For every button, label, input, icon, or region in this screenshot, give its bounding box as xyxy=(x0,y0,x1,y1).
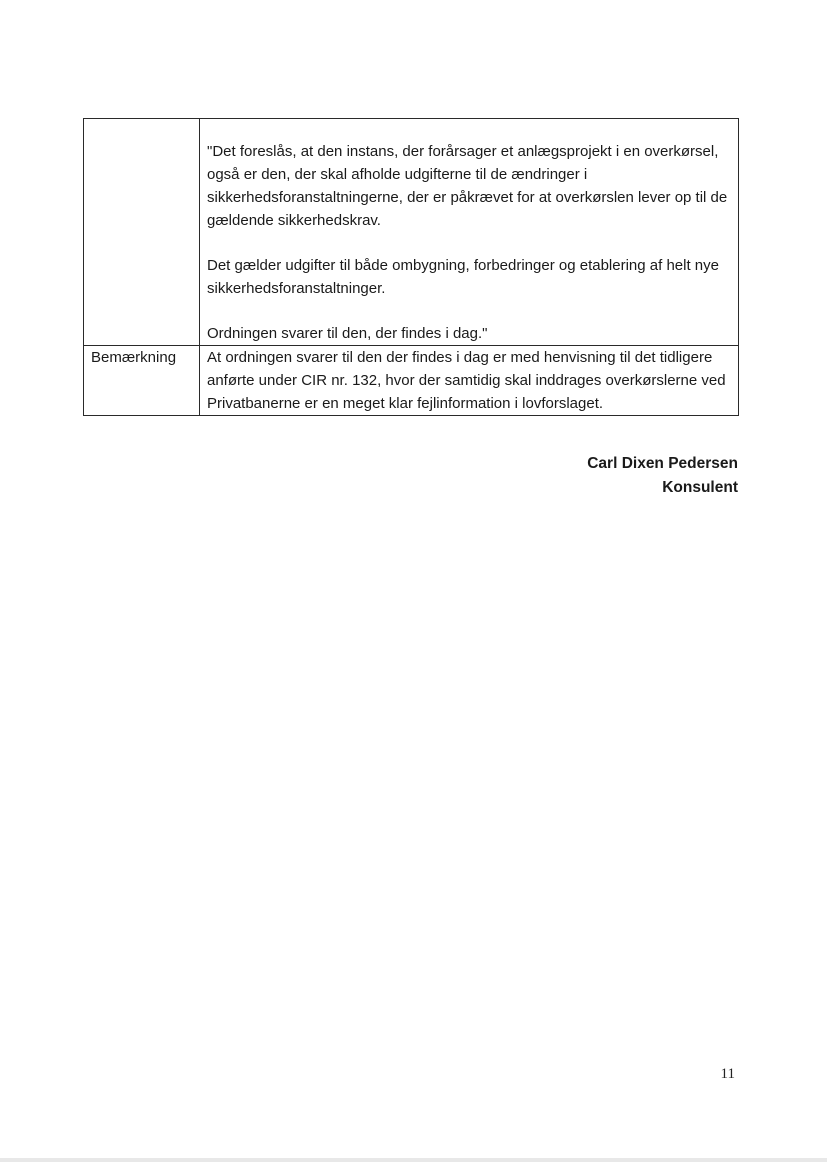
table-row-quote xyxy=(84,119,739,346)
quote-paragraph-2: Det gælder udgifter til både ombygning, forbedringer og etablering af helt nye sikkerhedsforanstaltninger. xyxy=(207,257,719,297)
signature-title: Konsulent xyxy=(662,479,738,496)
document-table xyxy=(83,118,739,416)
quote-cell xyxy=(200,119,739,346)
row-label-remark: Bemærkning xyxy=(84,346,200,416)
quote-paragraph-1: "Det foreslås, at den instans, der forårsager et anlægsprojekt i en overkørsel, også er den, der skal afholde udgifterne til de ændringer i sikkerhedsforanstaltningerne, der er påkrævet for at overkørslen lever op til de gældende sikkerhedskrav. xyxy=(207,143,728,229)
remark-text: At ordningen svarer til den der findes i dag er med henvisning til det tidligere anførte under CIR nr. 132, hvor der samtidig skal inddrages overkørslerne ved Privatbanerne er en meget klar fejlinformation i lovforslaget. xyxy=(200,346,739,416)
signature-name: Carl Dixen Pedersen xyxy=(587,455,738,472)
signature-block xyxy=(587,452,738,500)
table-row-remark xyxy=(84,346,739,416)
quote-paragraph-3: Ordningen svarer til den, der findes i dag." xyxy=(207,325,488,342)
row-label-empty xyxy=(84,119,200,346)
scan-edge-shadow xyxy=(0,1158,827,1162)
page-number: 11 xyxy=(720,1066,735,1082)
